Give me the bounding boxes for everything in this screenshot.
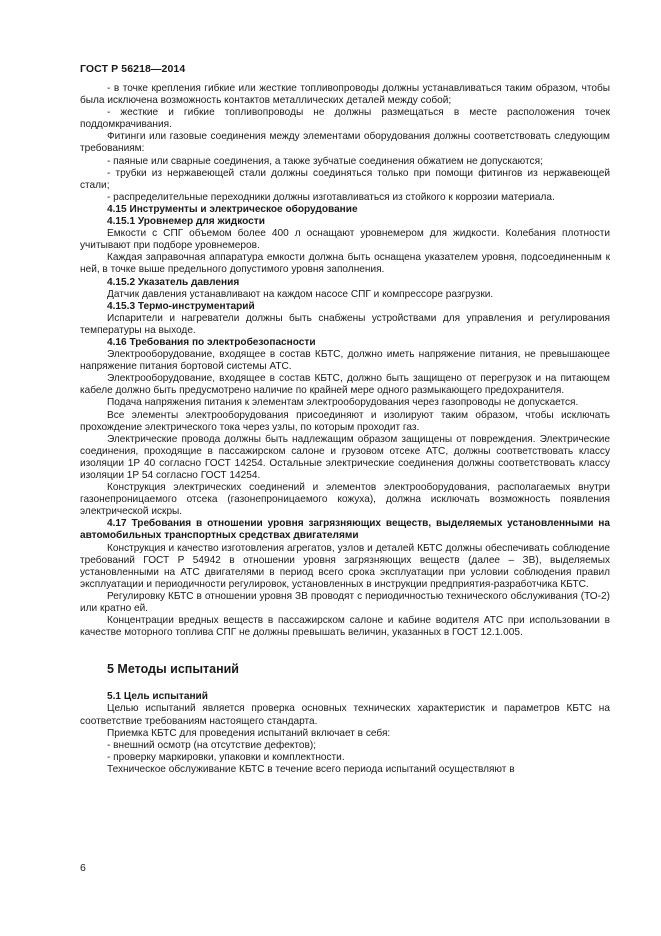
paragraph: Все элементы электрооборудования присоединяют и изолируют таким образом, чтобы исключать прохождение электрического тока через узлы, по которым проходит газ. [80, 409, 610, 433]
document-header: ГОСТ Р 56218—2014 [80, 63, 186, 75]
section-heading: 4.15.1 Уровнемер для жидкости [107, 216, 265, 228]
section-5-content [80, 691, 610, 776]
paragraph: Электрооборудование, входящее в состав КБТС, должно быть защищено от перегрузок и на питающем кабеле должно быть предусмотрено наличие по крайней мере одного размыкающего предохранителя. [80, 373, 610, 397]
paragraph: Конструкция электрических соединений и элементов электрооборудования, располагаемых внутри газонепроницаемого отсека (газонепроницаемого кожуха), должна исключать возможность появления электрической искры. [80, 482, 610, 518]
section-heading: 4.15.2 Указатель давления [107, 276, 240, 288]
paragraph: Фитинги или газовые соединения между элементами оборудования должны соответствовать следующим требованиям: [80, 131, 610, 155]
document-body [80, 83, 610, 776]
paragraph: Целью испытаний является проверка основных технических характеристик и параметров КБТС на соответствие требованиям настоящего стандарта. [80, 703, 610, 727]
paragraph: - в точке крепления гибкие или жесткие топливопроводы должны устанавливаться таким образом, чтобы была исключена возможность контактов металлических деталей между собой; [80, 83, 610, 107]
paragraph: Датчик давления устанавливают на каждом насосе СПГ и компрессоре разгрузки. [107, 288, 494, 300]
paragraph: - распределительные переходники должны изготавливаться из стойкого к коррозии материала. [107, 191, 555, 203]
section-heading: 5.1 Цель испытаний [107, 691, 208, 703]
paragraph: Каждая заправочная аппаратура емкости должна быть оснащена указателем уровня, подсоединенным к ней, в точке выше предельного допустимого уровня заполнения. [80, 252, 610, 276]
section-heading: 4.17 Требования в отношении уровня загрязняющих веществ, выделяемых установленными на автомобильных транспортных средствах двигателями [80, 518, 610, 542]
section-heading: 4.15.3 Термо-инструментарий [107, 300, 255, 312]
paragraph: Электрооборудование, входящее в состав КБТС, должно иметь напряжение питания, не превышающее напряжение питания бортовой системы АТС. [80, 349, 610, 373]
section-spacer [80, 639, 610, 661]
paragraph: - паяные или сварные соединения, а также зубчатые соединения обжатием не допускаются; [107, 155, 543, 167]
paragraph: Электрические провода должны быть надлежащим образом защищены от повреждения. Электрические соединения, проходящие в пассажирском салоне и грузовом отсеке АТС, должны соответствовать классу изоляции 1Р 40 согласно ГОСТ 14254. Остальные электрические соединения должны соответствовать классу изоляции 1Р 54 согласно ГОСТ 14254. [80, 433, 610, 481]
section-4-content [80, 83, 610, 639]
paragraph: Подача напряжения питания к элементам электрооборудования через газопроводы не допускается. [107, 397, 579, 409]
paragraph: - внешний осмотр (на отсутствие дефектов); [107, 739, 317, 751]
paragraph: Концентрации вредных веществ в пассажирском салоне и кабине водителя АТС при использовании в качестве моторного топлива СПГ не должны превышать величин, указанных в ГОСТ 12.1.005. [80, 615, 610, 639]
paragraph: - жесткие и гибкие топливопроводы не должны размещаться в месте расположения точек поддомкрачивания. [80, 107, 610, 131]
paragraph: Регулировку КБТС в отношении уровня ЗВ проводят с периодичностью технического обслуживания (ТО-2) или кратно ей. [80, 590, 610, 615]
section-5-heading: 5 Методы испытаний [107, 662, 239, 677]
paragraph: Приемка КБТС для проведения испытаний включает в себя: [107, 727, 391, 739]
paragraph: Конструкция и качество изготовления агрегатов, узлов и деталей КБТС должны обеспечивать соблюдение требований ГОСТ Р 54942 в отношении уровня загрязняющих веществ (далее – ЗВ), выделяемых установленными на АТС двигателями в период всего срока эксплуатации при условии соблюдения правил эксплуатации и периодичности регулировок, установленных в инструкции предприятия-разработчика КБТС. [80, 542, 610, 590]
paragraph: Техническое обслуживание КБТС в течение всего периода испытаний осуществляют в [107, 763, 515, 775]
section-spacer [80, 677, 610, 691]
paragraph: - проверку маркировки, упаковки и комплектности. [107, 751, 345, 763]
section-heading: 4.15 Инструменты и электрическое оборудование [107, 203, 358, 215]
paragraph: - трубки из нержавеющей стали должны соединяться только при помощи фитингов из нержавеющей стали; [80, 167, 610, 191]
paragraph: Емкости с СПГ объемом более 400 л оснащают уровнемером для жидкости. Колебания плотности учитывают при подборе уровнемеров. [80, 228, 610, 252]
paragraph: Испарители и нагреватели должны быть снабжены устройствами для управления и регулирования температуры на выходе. [80, 312, 610, 336]
section-heading: 4.16 Требования по электробезопасности [107, 336, 316, 348]
page-number: 6 [80, 862, 86, 874]
